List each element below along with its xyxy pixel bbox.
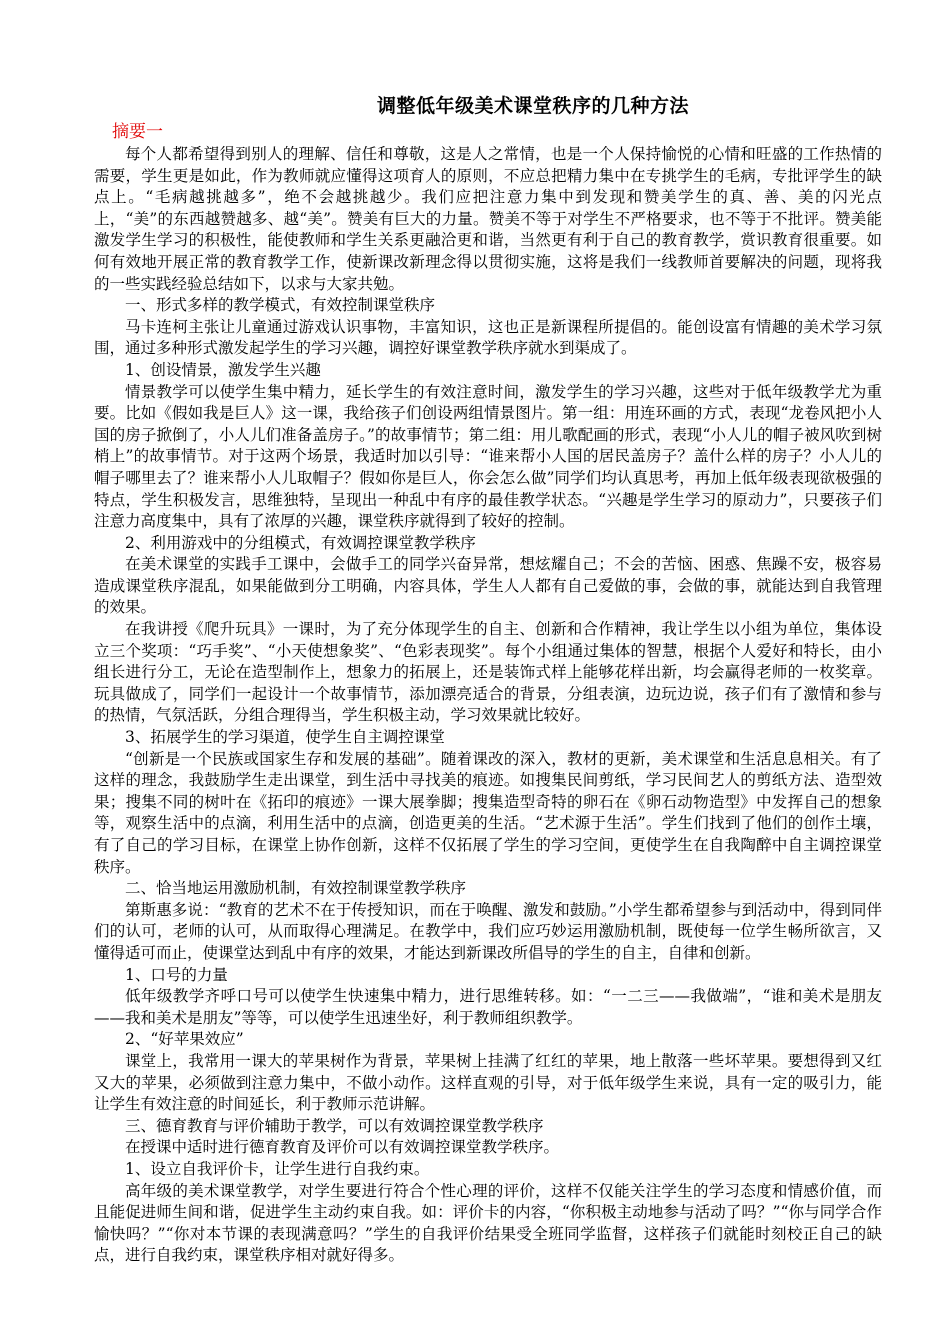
paragraph: 在美术课堂的实践手工课中，会做手工的同学兴奋异常，想炫耀自己；不会的苦恼、困惑、焦躁不安，极容易造成课堂秩序混乱，如果能做到分工明确，内容具体，学生人人都有自己爱做的事，会做的事，就能达到自我管理的效果。 bbox=[94, 555, 882, 617]
subsection-heading: 3、拓展学生的学习渠道，使学生自主调控课堂 bbox=[125, 728, 445, 747]
subsection-heading: 1、创设情景，激发学生兴趣 bbox=[125, 360, 321, 379]
subsection-heading: 1、设立自我评价卡，让学生进行自我约束。 bbox=[125, 1159, 430, 1178]
section-heading: 一、形式多样的教学模式，有效控制课堂秩序 bbox=[125, 296, 436, 315]
paragraph: 马卡连柯主张让儿童通过游戏认识事物，丰富知识，这也正是新课程所提倡的。能创设富有情趣的美术学习氛围，通过多种形式激发起学生的学习兴趣，调控好课堂教学秩序就水到渠成了。 bbox=[94, 317, 882, 358]
paragraph: 在授课中适时进行德育教育及评价可以有效调控课堂教学秩序。 bbox=[125, 1138, 560, 1157]
document-title: 调整低年级美术课堂秩序的几种方法 bbox=[376, 95, 689, 117]
subsection-heading: 2、利用游戏中的分组模式，有效调控课堂教学秩序 bbox=[125, 533, 476, 552]
document-body bbox=[94, 144, 882, 1267]
paragraph: 低年级教学齐呼口号可以使学生快速集中精力，进行思维转移。如：“一二三——我做端”，“谁和美术是朋友——我和美术是朋友”等等，可以使学生迅速坐好，利于教师组织教学。 bbox=[94, 987, 882, 1027]
paragraph: 在我讲授《爬升玩具》一课时，为了充分体现学生的自主、创新和合作精神，我让学生以小组为单位，集体设立三个奖项：“巧手奖”、“小天使想象奖”、“色彩表现奖”。每个小组通过集体的智慧，根据个人爱好和特长，由小组长进行分工，无论在造型制作上，想象力的拓展上，还是装饰式样上能够花样出新，均会赢得老师的一枚奖章。玩具做成了，同学们一起设计一个故事情节，添加漂亮适合的背景，分组表演，边玩边说，孩子们有了激情和参与的热情，气氛活跃，分组合理得当，学生积极主动，学习效果就比较好。 bbox=[94, 620, 882, 725]
document-page bbox=[94, 92, 882, 1267]
section-heading: 二、恰当地运用激励机制，有效控制课堂教学秩序 bbox=[125, 879, 467, 898]
paragraph: 课堂上，我常用一课大的苹果树作为背景，苹果树上挂满了红红的苹果，地上散落一些坏苹果。要想得到又红又大的苹果，必须做到注意力集中，不做小动作。这样直观的引导，对于低年级学生来说，具有一定的吸引力，能让学生有效注意的时间延长，利于教师示范讲解。 bbox=[94, 1051, 882, 1114]
paragraph: 高年级的美术课堂教学，对学生要进行符合个性心理的评价，这样不仅能关注学生的学习态度和情感价值，而且能促进师生间和谐，促进学生主动约束自我。如：评价卡的内容，“你积极主动地参与活动了吗？”“你与同学合作愉快吗？”“你对本节课的表现满意吗？”学生的自我评价结果受全班同学监督，这样孩子们就能时刻校正自己的缺点，进行自我约束，课堂秩序相对就好得多。 bbox=[94, 1181, 882, 1265]
paragraph: “创新是一个民族或国家生存和发展的基础”。随着课改的深入，教材的更新，美术课堂和生活息息相关。有了这样的理念，我鼓励学生走出课堂，到生活中寻找美的痕迹。如搜集民间剪纸，学习民间艺人的剪纸方法、造型效果；搜集不同的树叶在《拓印的痕迹》一课大展拳脚；搜集造型奇特的卵石在《卵石动物造型》中发挥自己的想象等，观察生活中的点滴，利用生活中的点滴，创造更美的生活。“艺术源于生活”。学生们找到了他们的创作土壤，有了自己的学习目标，在课堂上协作创新，这样不仅拓展了学生的学习空间，更使学生在自我陶醉中自主调控课堂秩序。 bbox=[94, 749, 882, 876]
paragraph: 第斯惠多说：“教育的艺术不在于传授知识，而在于唤醒、激发和鼓励。”小学生都希望参与到活动中，得到同伴们的认可，老师的认可，从而取得心理满足。在教学中，我们应巧妙运用激励机制，既使每一位学生畅所欲言，又懂得适可而止，使课堂达到乱中有序的效果，才能达到新课改所倡导的学生的自主，自律和创新。 bbox=[94, 900, 882, 962]
paragraph: 每个人都希望得到别人的理解、信任和尊敬，这是人之常情，也是一个人保持愉悦的心情和旺盛的工作热情的需要，学生更是如此，作为教师就应懂得这项育人的原则，不应总把精力集中在专挑学生的毛病，专批评学生的缺点上。“毛病越挑越多”，绝不会越挑越少。我们应把注意力集中到发现和赞美学生的真、善、美的闪光点上，“美”的东西越赞越多、越“美”。赞美有巨大的力量。赞美不等于对学生不严格要求，也不等于不批评。赞美能激发学生学习的积极性，能使教师和学生关系更融洽更和谐，当然更有利于自己的教育教学，赏识教育很重要。如何有效地开展正常的教育教学工作，使新课改新理念得以贯彻实施，这将是我们一线教师首要解决的问题，现将我的一些实践经验总结如下，以求与大家共勉。 bbox=[94, 145, 882, 293]
abstract-label: 摘要一 bbox=[112, 122, 163, 142]
paragraph: 情景教学可以使学生集中精力，延长学生的有效注意时间，激发学生的学习兴趣，这些对于低年级教学尤为重要。比如《假如我是巨人》这一课，我给孩子们创设两组情景图片。第一组：用连环画的方式，表现“龙卷风把小人国的房子掀倒了，小人儿们准备盖房子。”的故事情节；第二组：用儿歌配画的形式，表现“小人儿的帽子被风吹到树梢上”的故事情节。对于这两个场景，我适时加以引导：“谁来帮小人国的居民盖房子？盖什么样的房子？小人儿的帽子哪里去了？谁来帮小人儿取帽子？假如你是巨人，你会怎么做”同学们均认真思考，再加上低年级表现欲极强的特点，学生积极发言，思维独特，呈现出一种乱中有序的最佳教学状态。“兴趣是学生学习的原动力”，只要孩子们注意力高度集中，具有了浓厚的兴趣，课堂秩序就得到了较好的控制。 bbox=[94, 382, 882, 531]
subsection-heading: 2、“好苹果效应” bbox=[125, 1030, 244, 1049]
section-heading: 三、德育教育与评价辅助于教学，可以有效调控课堂教学秩序 bbox=[125, 1116, 544, 1135]
subsection-heading: 1、口号的力量 bbox=[125, 965, 228, 984]
